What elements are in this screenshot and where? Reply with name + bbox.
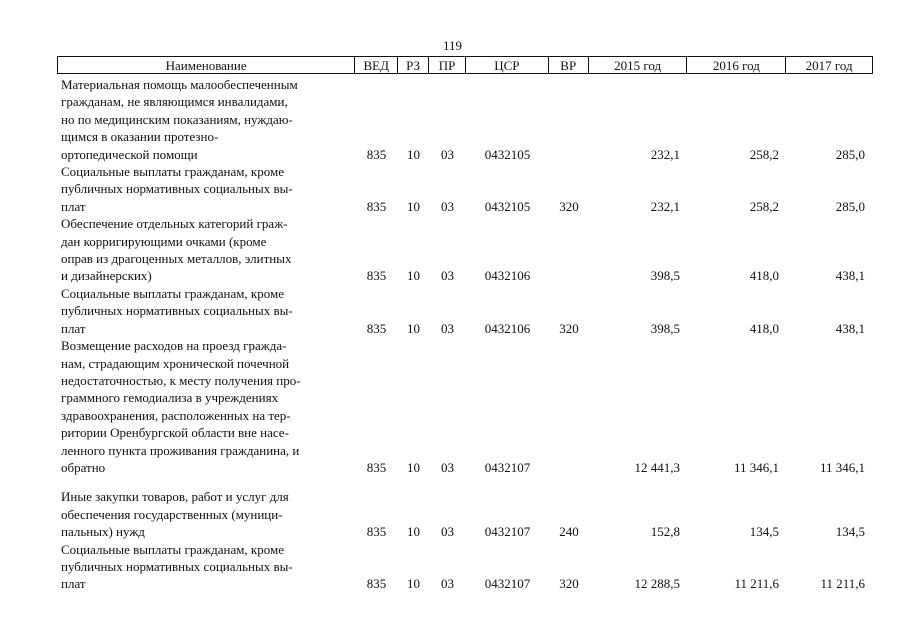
row-name-line: ритории Оренбургской области вне насе- bbox=[61, 425, 289, 441]
cell-ved: 835 bbox=[366, 146, 387, 162]
table-row bbox=[57, 163, 873, 215]
cell-2016: 258,2 bbox=[749, 198, 779, 214]
cell-2016: 418,0 bbox=[749, 320, 779, 336]
cell-ved: 835 bbox=[366, 524, 387, 540]
cell-rz: 10 bbox=[407, 459, 420, 475]
table-header bbox=[57, 56, 873, 74]
row-name bbox=[57, 215, 355, 285]
row-name-line: Иные закупки товаров, работ и услуг для bbox=[61, 489, 289, 505]
cell-ved: 835 bbox=[366, 198, 387, 214]
row-name-line: Социальные выплаты гражданам, кроме bbox=[61, 541, 284, 557]
cell-rz: 10 bbox=[407, 320, 420, 336]
row-name-line: недостаточностью, к месту получения про- bbox=[61, 372, 301, 388]
cell-2016: 11 346,1 bbox=[733, 459, 779, 475]
cell-csr: 0432105 bbox=[484, 146, 531, 162]
row-name bbox=[57, 76, 355, 163]
row-name-line: Социальные выплаты гражданам, кроме bbox=[61, 164, 284, 180]
cell-2015: 398,5 bbox=[650, 268, 680, 284]
cell-2015: 232,1 bbox=[650, 198, 680, 214]
cell-2017: 11 346,1 bbox=[819, 459, 865, 475]
row-name bbox=[57, 541, 355, 593]
row-name-line: обеспечения государственных (муници- bbox=[61, 506, 283, 522]
header-2016: 2016 год bbox=[687, 57, 786, 73]
cell-ved: 835 bbox=[366, 320, 387, 336]
cell-2017: 285,0 bbox=[835, 198, 865, 214]
cell-vr: 320 bbox=[559, 576, 579, 592]
cell-ved: 835 bbox=[366, 459, 387, 475]
cell-2016: 258,2 bbox=[749, 146, 779, 162]
cell-2015: 12 288,5 bbox=[634, 576, 680, 592]
cell-2015: 398,5 bbox=[650, 320, 680, 336]
row-name-line: обратно bbox=[61, 459, 106, 475]
row-name-line: граммного гемодиализа в учреждениях bbox=[61, 390, 279, 406]
cell-2017: 285,0 bbox=[835, 146, 865, 162]
cell-rz: 10 bbox=[407, 198, 420, 214]
row-name-line: ортопедической помощи bbox=[61, 146, 198, 162]
row-name-line: плат bbox=[61, 320, 86, 336]
cell-rz: 10 bbox=[407, 146, 420, 162]
table-body bbox=[57, 76, 873, 593]
row-name-line: плат bbox=[61, 576, 86, 592]
cell-rz: 10 bbox=[407, 576, 420, 592]
row-name-line: ленного пункта проживания гражданина, и bbox=[61, 442, 300, 458]
cell-vr: 240 bbox=[559, 524, 579, 540]
row-name-line: Материальная помощь малообеспеченным bbox=[61, 77, 298, 92]
header-pr: ПР bbox=[429, 57, 466, 73]
row-name bbox=[57, 163, 355, 215]
row-name-line: пальных) нужд bbox=[61, 524, 145, 540]
cell-ved: 835 bbox=[366, 268, 387, 284]
header-name: Наименование bbox=[58, 57, 355, 73]
header-rz: РЗ bbox=[398, 57, 429, 73]
cell-2016: 11 211,6 bbox=[734, 576, 779, 592]
table-row bbox=[57, 76, 873, 163]
table-row bbox=[57, 488, 873, 540]
row-name-line: дан корригирующими очками (кроме bbox=[61, 233, 267, 249]
row-name-line: щимся в оказании протезно- bbox=[61, 129, 219, 145]
cell-2016: 134,5 bbox=[749, 524, 779, 540]
row-name-line: Возмещение расходов на проезд гражда- bbox=[61, 338, 287, 354]
table-row bbox=[57, 285, 873, 337]
cell-2017: 438,1 bbox=[835, 268, 865, 284]
row-name-line: и дизайнерских) bbox=[61, 268, 152, 284]
cell-pr: 03 bbox=[441, 268, 454, 284]
row-name-line: плат bbox=[61, 198, 86, 214]
cell-2017: 438,1 bbox=[835, 320, 865, 336]
cell-pr: 03 bbox=[441, 320, 454, 336]
row-name-line: но по медицинским показаниям, нуждаю- bbox=[61, 111, 293, 127]
row-name bbox=[57, 488, 355, 540]
cell-pr: 03 bbox=[441, 576, 454, 592]
cell-csr: 0432105 bbox=[484, 198, 531, 214]
cell-vr: 320 bbox=[559, 320, 579, 336]
cell-pr: 03 bbox=[441, 198, 454, 214]
cell-2015: 232,1 bbox=[650, 146, 680, 162]
cell-2017: 134,5 bbox=[835, 524, 865, 540]
header-csr: ЦСР bbox=[466, 57, 549, 73]
cell-csr: 0432107 bbox=[484, 524, 531, 540]
cell-csr: 0432107 bbox=[484, 459, 531, 475]
row-name-line: оправ из драгоценных металлов, элитных bbox=[61, 251, 292, 267]
row-name-line: публичных нормативных социальных вы- bbox=[61, 181, 293, 197]
cell-rz: 10 bbox=[407, 524, 420, 540]
cell-rz: 10 bbox=[407, 268, 420, 284]
row-name-line: Обеспечение отдельных категорий граж- bbox=[61, 216, 288, 232]
cell-pr: 03 bbox=[441, 146, 454, 162]
cell-ved: 835 bbox=[366, 576, 387, 592]
header-2017: 2017 год bbox=[805, 58, 853, 73]
header-vr: ВР bbox=[549, 57, 589, 73]
row-name-line: нам, страдающим хронической почечной bbox=[61, 355, 290, 371]
cell-csr: 0432106 bbox=[484, 320, 531, 336]
header-2015: 2015 год bbox=[589, 57, 688, 73]
row-name-line: гражданам, не являющимся инвалидами, bbox=[61, 94, 288, 110]
row-name bbox=[57, 337, 355, 476]
cell-pr: 03 bbox=[441, 459, 454, 475]
cell-2015: 152,8 bbox=[650, 524, 680, 540]
row-name-line: Социальные выплаты гражданам, кроме bbox=[61, 285, 284, 301]
page-number: 119 bbox=[442, 38, 463, 53]
row-name-line: публичных нормативных социальных вы- bbox=[61, 558, 293, 574]
cell-pr: 03 bbox=[441, 524, 454, 540]
table-row bbox=[57, 337, 873, 476]
row-name-line: здравоохранения, расположенных на тер- bbox=[61, 407, 291, 423]
table-row bbox=[57, 215, 873, 285]
cell-vr: 320 bbox=[559, 198, 579, 214]
cell-2017: 11 211,6 bbox=[820, 576, 865, 592]
cell-csr: 0432106 bbox=[484, 268, 531, 284]
row-name bbox=[57, 285, 355, 337]
header-ved: ВЕД bbox=[355, 57, 398, 73]
table-row bbox=[57, 541, 873, 593]
cell-csr: 0432107 bbox=[484, 576, 531, 592]
row-name-line: публичных нормативных социальных вы- bbox=[61, 303, 293, 319]
cell-2015: 12 441,3 bbox=[634, 459, 680, 475]
cell-2016: 418,0 bbox=[749, 268, 779, 284]
